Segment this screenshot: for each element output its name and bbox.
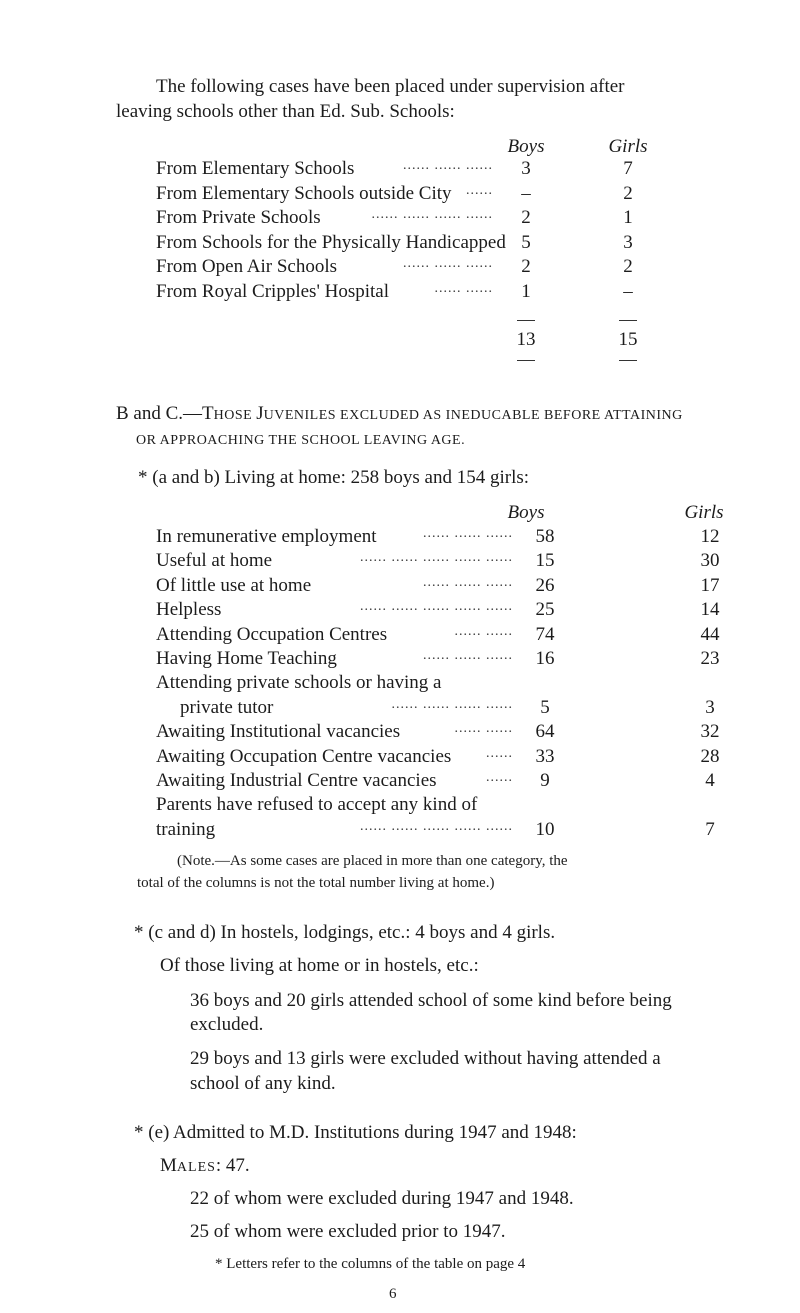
row-girls-value: 17 [700,574,720,596]
admitted-heading: * (e) Admitted to M.D. Institutions during 1947 and 1948: [134,1122,577,1143]
footnote: * Letters refer to the columns of the table on page 4 [215,1256,526,1272]
row-boys-value: 1 [521,280,531,302]
admitted-line-1: 22 of whom were excluded during 1947 and 1948. [190,1188,574,1209]
row-label: Awaiting Industrial Centre vacancies [156,770,437,791]
row-leader-dots: ...... ...... [454,721,513,737]
row-label: In remunerative employment [156,526,377,547]
table1-total-boys: 13 [516,329,536,350]
row-leader-dots: ...... ...... ...... [423,574,513,590]
row-boys-value: 3 [521,158,531,179]
row-label: From Private Schools [156,207,321,228]
table-row [156,256,780,280]
table-row [156,550,780,574]
row-girls-value: 23 [700,648,720,669]
row-leader-dots: ...... ...... [454,623,513,639]
hostels-p2-line-2: school of any kind. [190,1073,336,1094]
row-label: Having Home Teaching [156,648,337,669]
hostels-p2-line-1: 29 boys and 13 girls were excluded without having attended a [190,1048,661,1069]
row-boys-value: 9 [540,770,550,791]
table-row [156,746,780,770]
row-boys-value: – [521,182,531,204]
row-label: From Elementary Schools [156,158,355,179]
table-row [156,770,780,794]
row-boys-value: 5 [521,231,531,253]
table-row [156,183,780,207]
table1-rule-girls-top [619,320,637,321]
row-girls-value: 4 [705,770,715,791]
row-label: Awaiting Occupation Centre vacancies [156,745,452,767]
table1-rule-boys-top [517,320,535,321]
table1-header-girls: Girls [608,136,648,157]
table-row [156,158,780,182]
row-leader-dots: ...... ...... [434,280,493,296]
row-girls-value: 2 [623,256,633,277]
section-bc-heading [116,403,683,425]
row-girls-value: 28 [700,745,720,767]
admitted-males-rest: ALES [176,1160,216,1175]
row-girls-value: – [623,280,633,302]
section-bc-cap-j: J [256,403,264,424]
row-leader-dots: ...... ...... ...... [403,256,493,271]
row-girls-value: 2 [623,182,633,204]
row-boys-value: 33 [535,745,555,767]
row-label: training [156,818,216,840]
table-row [156,624,780,648]
table-row [156,672,780,696]
row-girls-value: 30 [700,550,720,572]
section-bc-heading-line-2: OR APPROACHING THE SCHOOL LEAVING AGE. [136,433,466,448]
row-girls-value: 7 [623,158,633,179]
page-number: 6 [389,1286,397,1302]
table-row [156,575,780,599]
table-row [156,281,780,305]
intro-line-1: The following cases have been placed under supervision after [156,76,625,97]
row-girls-value: 1 [623,207,633,228]
row-boys-value: 16 [535,648,555,669]
row-girls-value: 7 [705,818,715,840]
row-leader-dots: ...... [486,770,513,785]
row-leader-dots: ...... ...... ...... ...... [391,696,513,712]
hostels-sub: Of those living at home or in hostels, etc.: [160,955,479,976]
row-label: Helpless [156,599,222,621]
row-boys-value: 64 [535,721,555,743]
row-leader-dots: ...... ...... ...... ...... [371,207,493,222]
row-label: Of little use at home [156,574,312,596]
table1-header-boys: Boys [507,136,545,157]
table-row [156,599,780,623]
row-leader-dots: ...... ...... ...... [423,526,513,541]
row-leader-dots: ...... ...... ...... [423,648,513,663]
table-row [156,526,780,550]
row-leader-dots: ...... ...... ...... ...... ...... [360,599,513,615]
row-label: Attending Occupation Centres [156,623,388,645]
section-bc-cap-t: T [202,403,214,424]
row-girls-value: 14 [700,599,720,621]
row-boys-value: 58 [535,526,555,547]
row-girls-value: 3 [705,696,715,718]
table-row [156,721,780,745]
section-bc-rest-2: UVENILES EXCLUDED AS INEDUCABLE BEFORE ATTAINING [263,408,683,423]
table-row [156,232,780,256]
row-label: Parents have refused to accept any kind of [156,794,478,816]
row-boys-value: 2 [521,256,531,277]
row-label: private tutor [180,696,274,718]
admitted-males-value: : 47. [215,1155,250,1176]
note-line-2: total of the columns is not the total number living at home.) [137,875,495,891]
table-row [156,648,780,672]
table-row [156,697,780,721]
row-label: From Royal Cripples' Hospital [156,280,390,302]
row-boys-value: 26 [535,574,555,596]
row-boys-value: 25 [535,599,555,621]
note-line-1: (Note.—As some cases are placed in more than one category, the [177,853,568,869]
row-label: Awaiting Institutional vacancies [156,721,401,743]
table-row [156,819,780,843]
hostels-p1-line-2: excluded. [190,1014,264,1035]
row-label: From Open Air Schools [156,256,338,277]
intro-line-2: leaving schools other than Ed. Sub. Schools: [116,101,455,122]
row-girls-value: 3 [623,231,633,253]
row-label: From Schools for the Physically Handicapped [156,231,506,253]
row-leader-dots: ...... ...... ...... [403,158,493,173]
table1-total-girls: 15 [618,329,638,350]
row-label: Useful at home [156,550,273,572]
living-home-header-girls: Girls [684,502,724,523]
section-bc-lead: B and C.— [116,403,203,424]
row-boys-value: 10 [535,818,555,840]
table-row [156,207,780,231]
admitted-line-2: 25 of whom were excluded prior to 1947. [190,1221,506,1242]
hostels-p1-line-1: 36 boys and 20 girls attended school of some kind before being [190,990,672,1011]
row-label: From Elementary Schools outside City [156,182,452,204]
section-bc-rest-1: HOSE [213,408,257,423]
row-girls-value: 12 [700,526,720,547]
admitted-males-cap: M [160,1155,177,1176]
living-home-header-boys: Boys [507,502,545,523]
table1-rule-girls-bottom [619,360,637,361]
row-boys-value: 74 [535,623,555,645]
table-row [156,794,780,818]
row-leader-dots: ...... ...... ...... ...... ...... [360,818,513,834]
row-girls-value: 44 [700,623,720,645]
row-boys-value: 2 [521,207,531,228]
row-leader-dots: ...... [466,182,493,198]
row-leader-dots: ...... [486,745,513,761]
hostels-heading: * (c and d) In hostels, lodgings, etc.: 4 boys and 4 girls. [134,922,556,943]
living-home-heading: * (a and b) Living at home: 258 boys and 154 girls: [138,467,530,488]
row-label: Attending private schools or having a [156,672,442,694]
admitted-males [160,1155,250,1177]
row-boys-value: 15 [535,550,555,572]
row-leader-dots: ...... ...... ...... ...... ...... [360,550,513,566]
row-boys-value: 5 [540,696,550,718]
table1-rule-boys-bottom [517,360,535,361]
row-girls-value: 32 [700,721,720,743]
